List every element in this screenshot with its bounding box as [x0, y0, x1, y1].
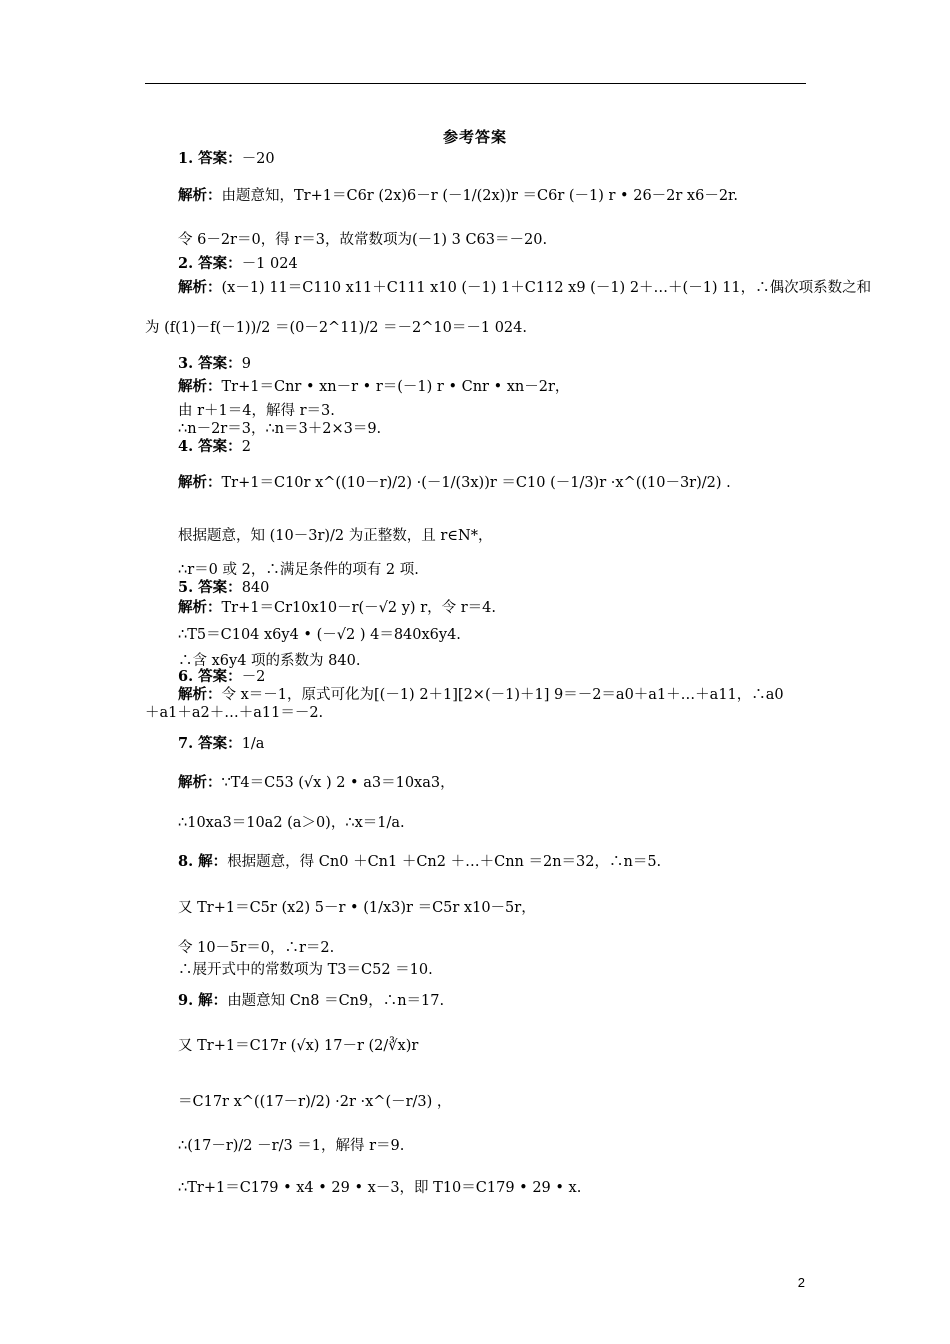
line-label: 解析：	[178, 187, 222, 204]
line-text: Tr+1＝Cr10x10－r(－√2 y) r，令 r＝4.	[221, 600, 497, 616]
answer-line	[178, 938, 334, 958]
line-text: 9	[241, 356, 251, 372]
answer-line	[178, 991, 444, 1011]
answer-line	[178, 437, 251, 457]
line-text: 又 Tr+1＝C5r (x2) 5－r • (1/x3)r ＝C5r x10－5r，	[178, 900, 536, 916]
line-label: 3. 答案：	[178, 355, 242, 372]
answer-line	[178, 230, 547, 250]
line-label: 4. 答案：	[178, 438, 242, 455]
line-text: 840	[241, 580, 270, 596]
answer-line	[178, 734, 264, 754]
line-text: －20	[241, 151, 275, 167]
line-text: 令 10－5r＝0，∴r＝2.	[178, 940, 335, 956]
line-text: 由 r＋1＝4，解得 r＝3.	[178, 403, 335, 419]
line-text: ∴展开式中的常数项为 T3＝C52 ＝10.	[178, 962, 433, 978]
line-label: 8. 解：	[178, 853, 228, 870]
line-text: 由题意知 Cn8 ＝Cn9，∴n＝17.	[227, 993, 445, 1009]
line-text: ∴10xa3＝10a2 (a＞0)，∴x＝1/a.	[178, 815, 405, 831]
answer-line	[178, 1136, 404, 1156]
answer-line	[178, 473, 731, 493]
answer-line	[178, 1178, 581, 1198]
line-text: ∴(17－r)/2 －r/3 ＝1，解得 r＝9.	[178, 1138, 405, 1154]
answer-line	[145, 318, 527, 338]
line-text: ∴含 x6y4 项的系数为 840.	[178, 653, 361, 669]
answer-line	[145, 703, 323, 723]
line-text: 令 6－2r＝0，得 r＝3，故常数项为(－1) 3 C63＝－20.	[178, 232, 548, 248]
line-text: ∴r＝0 或 2，∴满足条件的项有 2 项.	[178, 562, 419, 578]
line-text: 令 x＝－1，原式可化为[(－1) 2＋1][2×(－1)＋1] 9＝－2＝a0＋a1＋…＋a11，∴a0	[221, 687, 784, 703]
answer-line	[178, 685, 784, 705]
line-label: 9. 解：	[178, 992, 228, 1009]
line-label: 解析：	[178, 378, 222, 395]
line-label: 解析：	[178, 686, 222, 703]
line-text: 由题意知，Tr+1＝C6r (2x)6－r (－1/(2x))r ＝C6r (－1) r • 26－2r x6－2r.	[221, 188, 739, 204]
page-number: 2	[797, 1275, 805, 1290]
line-text: 又 Tr+1＝C17r (√x) 17－r (2/∛x)r	[178, 1038, 419, 1054]
answer-line	[178, 354, 251, 374]
answer-line	[178, 526, 492, 546]
answer-line	[178, 186, 738, 206]
answer-line	[178, 1036, 418, 1056]
answer-line	[178, 667, 265, 687]
answer-line	[178, 254, 298, 274]
line-text: 为 (f(1)－f(－1))/2 ＝(0－2^11)/2 ＝－2^10＝－1 024.	[145, 320, 527, 336]
answer-line	[178, 401, 335, 421]
answer-line	[178, 1092, 451, 1112]
answer-line	[178, 560, 419, 580]
line-text: ∴T5＝C104 x6y4 • (－√2 ) 4＝840x6y4.	[178, 627, 461, 643]
line-label: 5. 答案：	[178, 579, 242, 596]
line-label: 7. 答案：	[178, 735, 242, 752]
line-text: 1/a	[241, 736, 265, 752]
header-rule	[145, 83, 806, 84]
line-label: 解析：	[178, 599, 222, 616]
page-title: 参考答案	[442, 128, 507, 146]
answer-line	[178, 149, 275, 169]
answer-line	[178, 625, 461, 645]
line-label: 解析：	[178, 474, 222, 491]
answer-line	[178, 278, 871, 298]
answer-line	[178, 773, 455, 793]
line-text: ∵T4＝C53 (√x ) 2 • a3＝10xa3，	[221, 775, 455, 791]
line-text: 根据题意，得 Cn0 ＋Cn1 ＋Cn2 ＋…＋Cnn ＝2n＝32，∴n＝5.	[227, 854, 662, 870]
answer-line	[178, 960, 433, 980]
line-text: 根据题意，知 (10－3r)/2 为正整数，且 r∈N*，	[178, 528, 493, 544]
line-label: 解析：	[178, 279, 222, 296]
line-text: 2	[241, 439, 251, 455]
line-text: Tr+1＝Cnr • xn－r • r＝(－1) r • Cnr • xn－2r，	[221, 379, 570, 395]
line-text: Tr+1＝C10r x^((10－r)/2) ·(－1/(3x))r ＝C10 (－1/3)r ·x^((10－3r)/2) .	[221, 475, 731, 491]
line-text: ＋a1＋a2＋…＋a11＝－2.	[145, 705, 324, 721]
line-text: －1 024	[241, 256, 298, 272]
line-text: －2	[241, 669, 266, 685]
line-label: 解析：	[178, 774, 222, 791]
line-label: 6. 答案：	[178, 668, 242, 685]
line-text: (x－1) 11＝C110 x11＋C111 x10 (－1) 1＋C112 x9 (－1) 2＋…＋(－1) 11，∴偶次项系数之和	[221, 280, 872, 296]
answer-line	[178, 578, 269, 598]
answer-line	[178, 852, 661, 872]
line-label: 1. 答案：	[178, 150, 242, 167]
line-text: ∴n－2r＝3，∴n＝3＋2×3＝9.	[178, 421, 382, 437]
line-text: ∴Tr+1＝C179 • x4 • 29 • x－3，即 T10＝C179 • 29 • x.	[178, 1180, 582, 1196]
answer-line	[178, 377, 569, 397]
line-text: ＝C17r x^((17－r)/2) ·2r ·x^(－r/3) ，	[178, 1094, 452, 1110]
answer-line	[178, 419, 381, 439]
answer-line	[178, 598, 496, 618]
answer-line	[178, 813, 405, 833]
line-label: 2. 答案：	[178, 255, 242, 272]
answer-line	[178, 898, 536, 918]
